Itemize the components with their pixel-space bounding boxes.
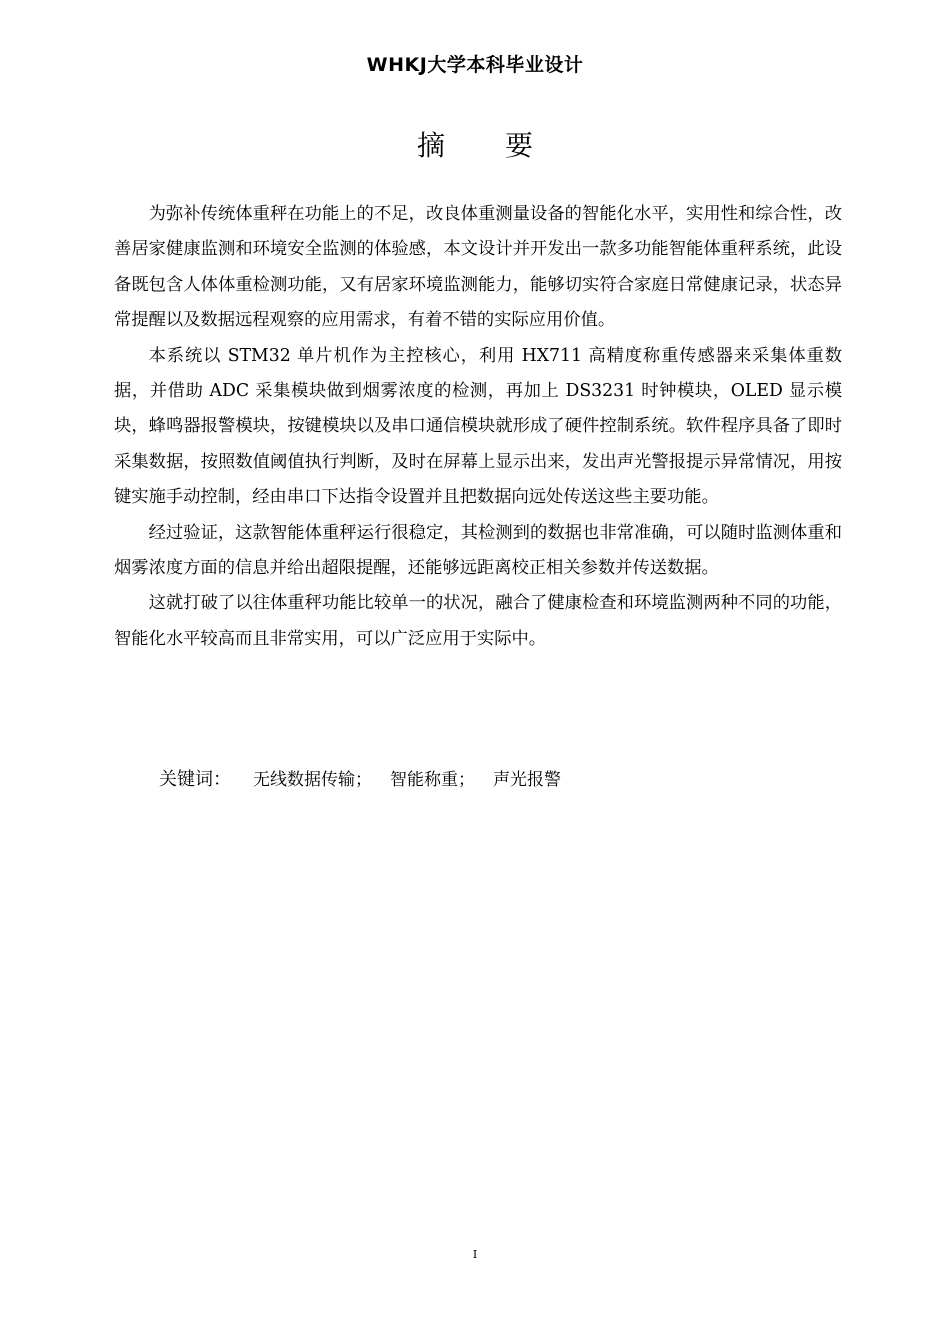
abstract-paragraph: 这就打破了以往体重秤功能比较单一的状况，融合了健康检查和环境监测两种不同的功能，智能化水平较高而且非常实用，可以广泛应用于实际中。 [114,593,842,649]
keywords-label: 关键词： [159,769,231,790]
abstract-paragraph: 经过验证，这款智能体重秤运行很稳定，其检测到的数据也非常准确，可以随时监测体重和烟雾浓度方面的信息并给出超限提醒，还能够远距离校正相关参数并传送数据。 [114,522,842,579]
keyword-item: 无线数据传输； [253,770,372,790]
abstract-title: 摘要 [416,129,593,162]
keyword-item: 声光报警 [493,770,561,790]
abstract-paragraph: 本系统以 STM32 单片机作为主控核心，利用 HX711 高精度称重传感器来采集体重数据，并借助 ADC 采集模块做到烟雾浓度的检测，再加上 DS3231 时钟模块，OLED 显示模块，蜂鸣器报警模块，按键模块以及串口通信模块就形成了硬件控制系统。软件程序具备了即时采集数据，按照数值阈值执行判断，及时在屏幕上显示出来，发出声光警报提示异常情况，用按键实施手动控制，经由串口下达指令设置并且把数据向远处传送这些主要功能。 [114,345,842,508]
page-number: I [472,1248,478,1261]
running-header: WHKJ大学本科毕业设计 [366,54,584,76]
keywords-line [159,765,579,795]
abstract-paragraph: 为弥补传统体重秤在功能上的不足，改良体重测量设备的智能化水平，实用性和综合性，改善居家健康监测和环境安全监测的体验感，本文设计并开发出一款多功能智能体重秤系统，此设备既包含人体体重检测功能，又有居家环境监测能力，能够切实符合家庭日常健康记录，状态异常提醒以及数据远程观察的应用需求，有着不错的实际应用价值。 [114,204,842,331]
keyword-item: 智能称重； [390,770,475,790]
abstract-body [114,197,842,657]
